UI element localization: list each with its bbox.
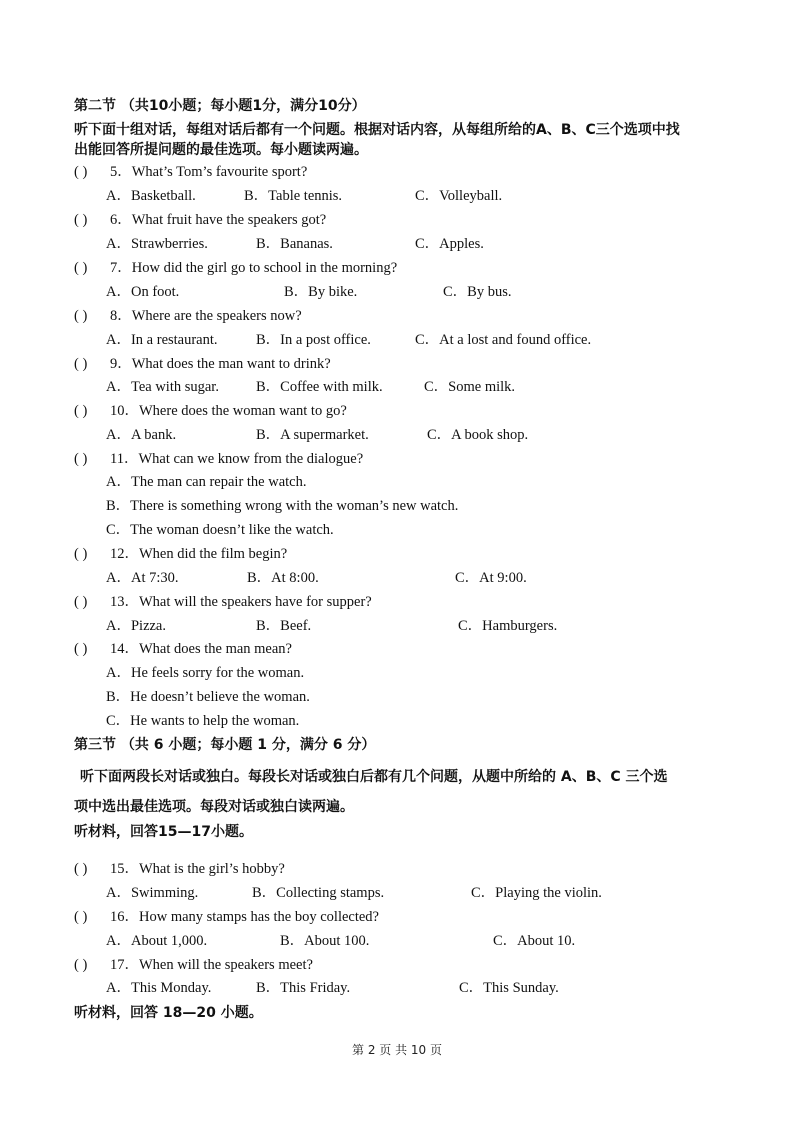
q9-option-c: C．Some milk. [424,379,516,395]
question-11 [74,449,363,469]
material-2-heading: 听材料，回答 18—20 小题。 [74,1005,263,1021]
q12-option-b: B．At 8:00. [247,570,319,586]
question-5 [74,162,307,182]
q7-option-b: B．By bike. [284,284,358,300]
q5-option-c: C．Volleyball. [415,188,503,204]
q10-option-c: C．A book shop. [427,427,529,443]
question-17 [74,955,313,975]
q17-option-b: B．This Friday. [256,980,351,996]
page-number-footer: 第 2 页 共 10 页 [352,1043,442,1057]
q16-option-c: C．About 10. [493,933,576,949]
q14-option-b: B．He doesn’t believe the woman. [106,689,310,705]
answer-blank: ( ) [74,403,88,419]
q14-option-c: C．He wants to help the woman. [106,713,300,729]
q6-option-a: A．Strawberries. [106,236,208,252]
q11-option-b: B．There is something wrong with the woman’s new watch. [106,498,459,514]
q15-option-a: A．Swimming. [106,885,199,901]
question-16 [74,907,379,927]
question-text: 14．What does the man mean? [110,641,292,657]
q11-option-c: C．The woman doesn’t like the watch. [106,522,334,538]
q11-option-a: A．The man can repair the watch. [106,474,307,490]
q5-option-a: A．Basketball. [106,188,196,204]
question-text: 11．What can we know from the dialogue? [110,451,364,467]
q10-option-a: A．A bank. [106,427,177,443]
question-15 [74,859,285,879]
q13-option-c: C．Hamburgers. [458,618,558,634]
q12-option-c: C．At 9:00. [455,570,527,586]
question-13 [74,592,372,612]
question-text: 9．What does the man want to drink? [110,356,331,372]
q17-option-c: C．This Sunday. [459,980,559,996]
q9-option-b: B．Coffee with milk. [256,379,383,395]
q8-option-a: A．In a restaurant. [106,332,218,348]
answer-blank: ( ) [74,641,88,657]
question-text: 6．What fruit have the speakers got? [110,212,327,228]
q12-option-a: A．At 7:30. [106,570,179,586]
q14-option-a: A．He feels sorry for the woman. [106,665,305,681]
q5-option-b: B．Table tennis. [244,188,343,204]
q6-option-c: C．Apples. [415,236,484,252]
answer-blank: ( ) [74,861,88,877]
answer-blank: ( ) [74,546,88,562]
q6-option-b: B．Bananas. [256,236,333,252]
section2-instructions-line2: 出能回答所提问题的最佳选项。每小题读两遍。 [74,142,368,158]
q16-option-b: B．About 100. [280,933,370,949]
question-text: 8．Where are the speakers now? [110,308,302,324]
answer-blank: ( ) [74,594,88,610]
section3-title: 第三节 （共 6 小题；每小题 1 分，满分 6 分） [74,737,376,753]
question-10 [74,401,347,421]
q17-option-a: A．This Monday. [106,980,212,996]
answer-blank: ( ) [74,164,88,180]
q7-option-c: C．By bus. [443,284,512,300]
answer-blank: ( ) [74,957,88,973]
question-text: 15．What is the girl’s hobby? [110,861,285,877]
q10-option-b: B．A supermarket. [256,427,369,443]
section2-instructions-line1: 听下面十组对话，每组对话后都有一个问题。根据对话内容，从每组所给的A、B、C三个选项中找 [74,122,680,138]
answer-blank: ( ) [74,308,88,324]
material-1-heading: 听材料，回答15—17小题。 [74,824,253,840]
section3-instructions-line1: 听下面两段长对话或独白。每段长对话或独白后都有几个问题，从题中所给的 A、B、C 三个选 [80,769,668,785]
q13-option-a: A．Pizza. [106,618,166,634]
section2-title: 第二节 （共10小题；每小题1分，满分10分） [74,98,366,114]
answer-blank: ( ) [74,451,88,467]
question-6 [74,210,326,230]
question-text: 12．When did the film begin? [110,546,288,562]
q13-option-b: B．Beef. [256,618,312,634]
question-12 [74,544,287,564]
question-14 [74,639,292,659]
q8-option-c: C．At a lost and found office. [415,332,592,348]
answer-blank: ( ) [74,356,88,372]
question-text: 16．How many stamps has the boy collected? [110,909,379,925]
q15-option-c: C．Playing the violin. [471,885,602,901]
question-text: 17．When will the speakers meet? [110,957,313,973]
q9-option-a: A．Tea with sugar. [106,379,219,395]
answer-blank: ( ) [74,212,88,228]
question-text: 7．How did the girl go to school in the morning? [110,260,398,276]
q16-option-a: A．About 1,000. [106,933,208,949]
q7-option-a: A．On foot. [106,284,180,300]
question-7 [74,258,397,278]
question-9 [74,354,331,374]
q15-option-b: B．Collecting stamps. [252,885,385,901]
section3-instructions-line2: 项中选出最佳选项。每段对话或独白读两遍。 [74,799,354,815]
question-text: 5．What’s Tom’s favourite sport? [110,164,308,180]
answer-blank: ( ) [74,260,88,276]
question-text: 10．Where does the woman want to go? [110,403,347,419]
answer-blank: ( ) [74,909,88,925]
q8-option-b: B．In a post office. [256,332,371,348]
question-8 [74,306,302,326]
question-text: 13．What will the speakers have for supper? [110,594,372,610]
